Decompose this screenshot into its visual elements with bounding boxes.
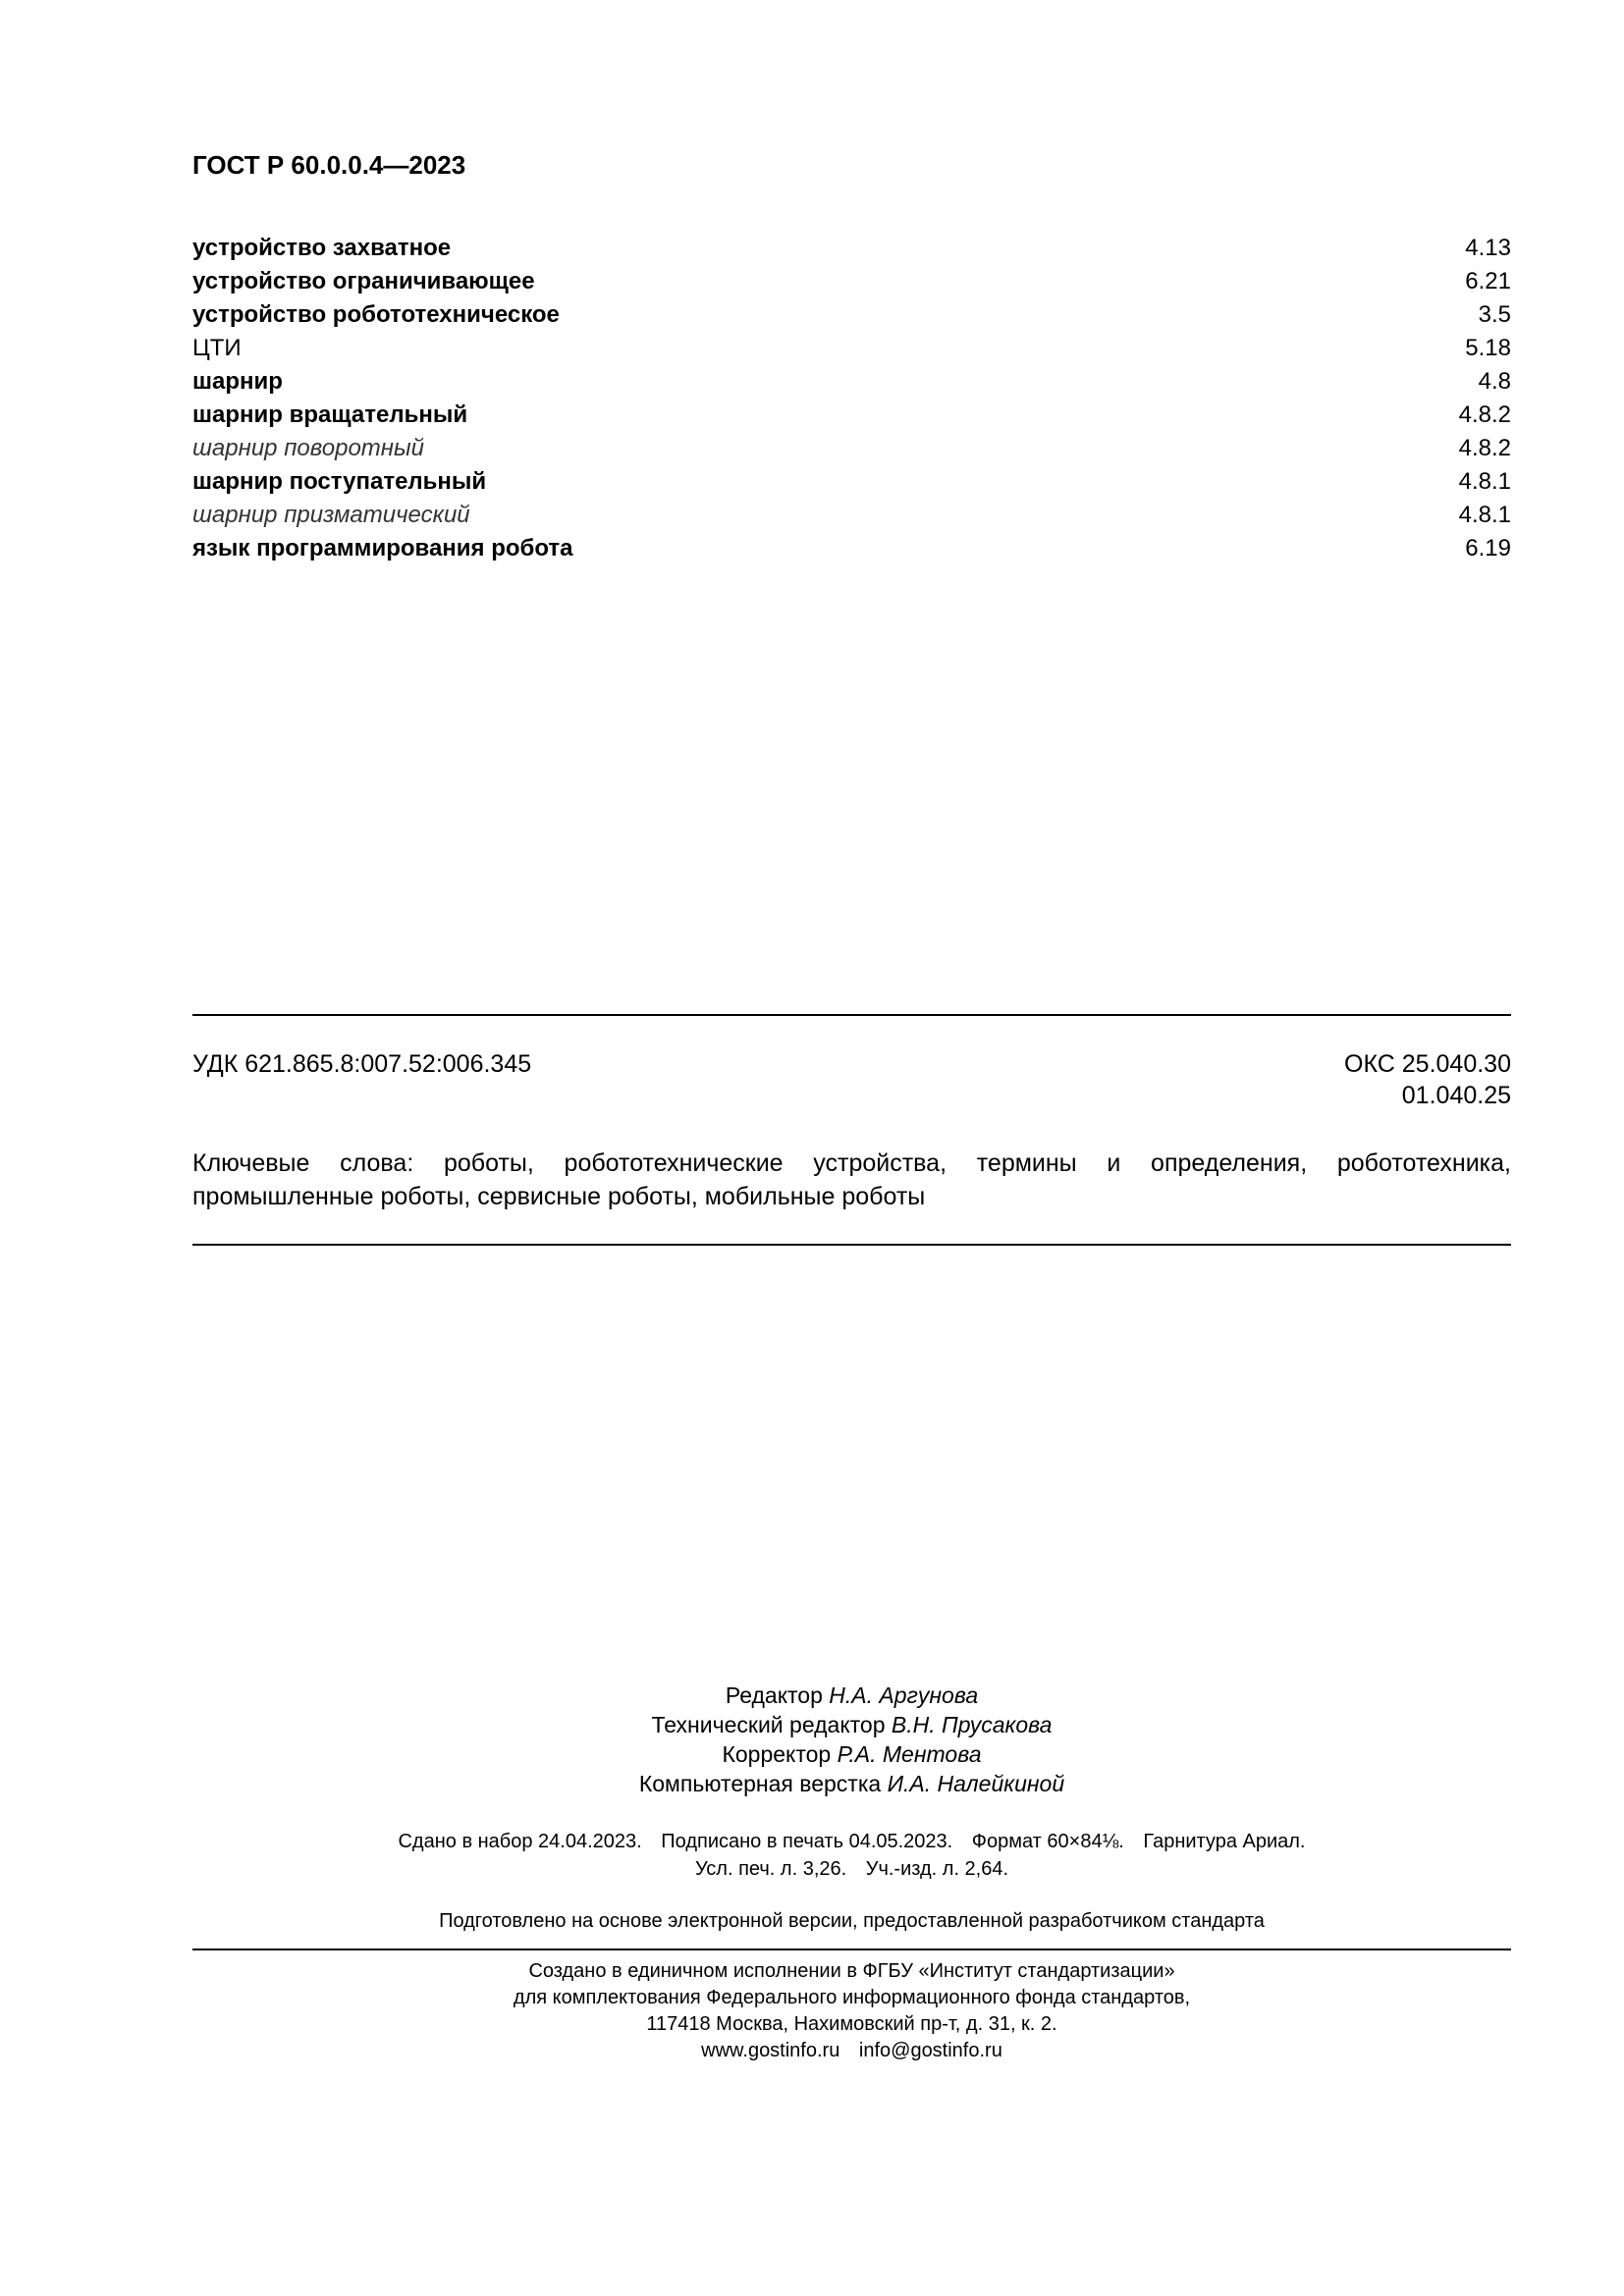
index-term: устройство ограничивающее [192,268,535,294]
editor-line [192,1681,1511,1710]
typeface: Гарнитура Ариал. [1143,1831,1306,1852]
signed-date: Подписано в печать 04.05.2023. [661,1831,953,1852]
index-number: 3.5 [1478,301,1511,328]
divider-middle [192,1244,1511,1246]
corrector-role: Корректор [722,1741,832,1767]
print-sheets: Усл. печ. л. 3,26. [694,1858,847,1880]
index-number: 6.19 [1465,535,1511,561]
print-info [192,1828,1511,1883]
publisher-contacts [192,2038,1511,2064]
oks-code-secondary: 01.040.25 [1401,1082,1511,1109]
index-term: язык программирования робота [192,535,573,561]
index-term: шарнир поворотный [192,435,424,461]
publisher-line-1: Создано в единичном исполнении в ФГБУ «Институт стандартизации» [528,1960,1175,1982]
divider-top [192,1014,1511,1016]
list-item [192,465,1511,499]
index-number: 5.18 [1465,335,1511,361]
index-term: шарнир вращательный [192,401,468,428]
tech-editor-role: Технический редактор [651,1712,886,1737]
staff-credits [192,1681,1511,1798]
index-number: 4.8.1 [1458,502,1511,528]
index-term: ЦТИ [192,335,242,361]
print-info-line-1 [192,1828,1511,1855]
index-term: устройство захватное [192,235,452,261]
publisher-address: 117418 Москва, Нахимовский пр-т, д. 31, к. 2. [646,2013,1057,2035]
keywords-paragraph: Ключевые слова: роботы, робототехнические устройства, термины и определения, робототехника, промышленные роботы, сервисные роботы, мобильные роботы [192,1149,1511,1210]
list-item [192,298,1511,332]
paper-format: Формат 60×84⅛. [971,1831,1124,1852]
index-number: 6.21 [1465,268,1511,294]
index-number: 4.8.2 [1458,435,1511,461]
list-item [192,432,1511,465]
standard-id-header: ГОСТ Р 60.0.0.4—2023 [192,150,466,180]
index-number: 4.13 [1465,235,1511,261]
list-item [192,232,1511,265]
corrector-line [192,1739,1511,1769]
editor-role: Редактор [725,1682,823,1708]
tech-editor-name: В.Н. Прусакова [891,1712,1053,1737]
index-term: шарнир [192,368,283,395]
list-item [192,332,1511,365]
corrector-name: Р.А. Ментова [837,1741,982,1767]
editor-name: Н.А. Аргунова [829,1682,979,1708]
index-term: устройство робототехническое [192,301,560,328]
list-item [192,532,1511,565]
list-item [192,365,1511,399]
publisher-info [192,1958,1511,2064]
website-link[interactable]: www.gostinfo.ru [701,2040,840,2061]
layout-role: Компьютерная верстка [638,1771,882,1796]
print-info-line-2 [192,1855,1511,1883]
list-item [192,399,1511,432]
list-item [192,499,1511,532]
oks-code-primary: ОКС 25.040.30 [1344,1050,1511,1078]
index-term: шарнир поступательный [192,468,487,495]
publication-sheets: Уч.-изд. л. 2,64. [865,1858,1009,1880]
index-number: 4.8.2 [1458,401,1511,428]
divider-bottom [192,1949,1511,1950]
prepared-note: Подготовлено на основе электронной версии, предоставленной разработчиком стандарта [439,1910,1265,1932]
udk-code: УДК 621.865.8:007.52:006.345 [192,1050,532,1078]
publisher-line-2: для комплектования Федерального информационного фонда стандартов, [513,1987,1191,2008]
list-item [192,265,1511,298]
index-number: 4.8.1 [1458,468,1511,495]
index-number: 4.8 [1478,368,1511,395]
layout-name: И.А. Налейкиной [887,1771,1065,1796]
oks-codes [1178,1048,1511,1111]
index-term: шарнир призматический [192,502,470,528]
layout-line [192,1769,1511,1798]
tech-editor-line [192,1710,1511,1739]
email-link[interactable]: info@gostinfo.ru [858,2040,1002,2061]
submitted-date: Сдано в набор 24.04.2023. [398,1831,642,1852]
term-index-list [192,232,1511,565]
